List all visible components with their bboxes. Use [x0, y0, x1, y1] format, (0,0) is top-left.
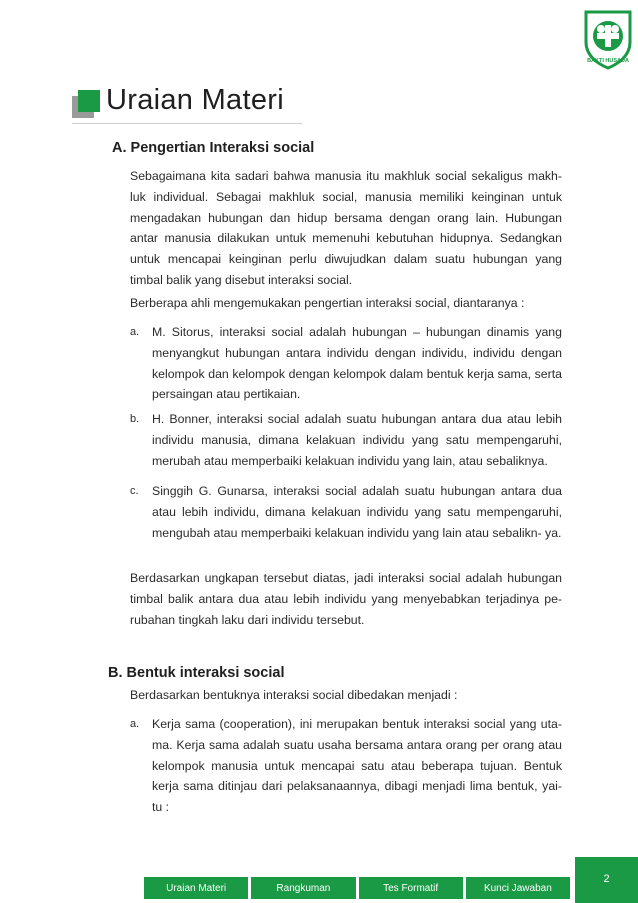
list-item	[130, 714, 562, 818]
list-item	[130, 322, 562, 405]
list-item	[130, 481, 562, 543]
list-marker: a.	[130, 718, 140, 730]
page-number: 2	[603, 873, 610, 885]
list-item-text: Kerja sama (cooperation), ini merupakan bentuk interaksi social yang uta- ma. Kerja sama adalah suatu usaha bersama antara orang per orang atau kelompok manusia untuk mencapai satu atau beberapa tujuan. Bentuk kerja sama ditinjau dari pelaksanaannya, dibagi menjadi lima bentuk, yai- tu :	[152, 717, 562, 815]
page-number-box	[575, 857, 638, 903]
section-a-lead: Berberapa ahli mengemukakan pengertian interaksi social, diantaranya :	[130, 296, 525, 310]
section-a-heading: A. Pengertian Interaksi social	[112, 140, 315, 156]
list-marker: c.	[130, 485, 139, 497]
footer-tab-rangkuman[interactable]: Rangkuman	[251, 877, 355, 899]
section-a-intro: Sebagaimana kita sadari bahwa manusia itu makhluk social sekaligus makh- luk individual. Sebagai makhluk social, manusia memiliki keinginan untuk mengadakan hubungan dan hidup bersama dengan orang lain. Hubungan antar manusia dilakukan untuk memenuhi kebutuhan hidupnya. Sedangkan untuk mencapai keinginan perlu diwujudkan dalam suatu hubungan yang timbal balik yang disebut interaksi social.	[130, 169, 562, 287]
title-square-green	[78, 90, 100, 112]
list-item	[130, 409, 562, 471]
list-item-text: M. Sitorus, interaksi social adalah hubungan – hubungan dinamis yang menyangkut hubungan antara individu dengan individu, individu dengan kelompok dan kelompok dengan kelompok dalam bentuk kerja sama, serta persaingan atau pertikaian.	[152, 325, 562, 402]
section-b-intro: Berdasarkan bentuknya interaksi social dibedakan menjadi :	[130, 688, 458, 702]
footer-tab-tes-formatif[interactable]: Tes Formatif	[359, 877, 463, 899]
footer-tab-uraian-materi[interactable]: Uraian Materi	[144, 877, 248, 899]
footer-tab-kunci-jawaban[interactable]: Kunci Jawaban	[466, 877, 570, 899]
page-title: Uraian Materi	[106, 84, 284, 116]
list-item-text: H. Bonner, interaksi social adalah suatu hubungan antara dua atau lebih individu manusia, dimana kelakuan individu yang satu mempengaruhi, merubah atau memperbaiki kelakuan individu yang lain, atau sebaliknya.	[152, 412, 562, 468]
footer-nav	[144, 877, 570, 899]
logo-text: BAKTI HUSADA	[587, 58, 629, 64]
section-b-heading: B. Bentuk interaksi social	[108, 665, 285, 681]
title-divider	[72, 123, 302, 124]
section-a-conclusion: Berdasarkan ungkapan tersebut diatas, jadi interaksi social adalah hubungan timbal balik antara dua atau lebih individu yang menyebabkan terjadinya pe- rubahan tingkah laku dari individu tersebut.	[130, 571, 562, 627]
list-marker: a.	[130, 326, 140, 338]
list-item-text: Singgih G. Gunarsa, interaksi social adalah suatu hubungan antara dua atau lebih individu, dimana kelakuan individu yang satu mempengaruhi, mengubah atau memperbaiki kelakuan individu yang lain atau sebalikn- ya.	[152, 484, 562, 540]
kemenkes-logo-icon	[580, 8, 636, 70]
list-marker: b.	[130, 413, 140, 425]
